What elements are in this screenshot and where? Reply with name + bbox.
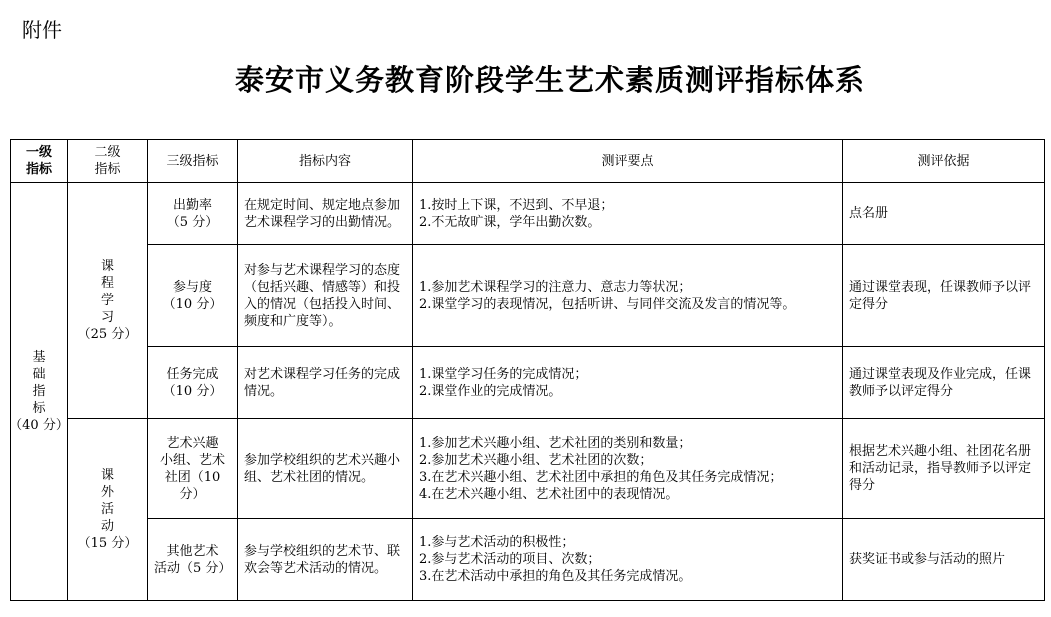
level3-line: （10 分） [162,383,223,399]
level2-char: 活 [100,502,114,517]
level2-char: 课 [100,259,114,274]
header-basis: 测评依据 [843,140,1045,183]
indicator-table [10,139,1045,601]
level3-cell [148,245,238,347]
level2-score: （25 分） [77,327,138,342]
point-item: 1.参加艺术课程学习的注意力、意志力等状况； [419,279,692,295]
level3-line: 出勤率 [172,197,212,213]
basis-cell: 根据艺术兴趣小组、社团花名册和活动记录，指导教师予以评定得分 [843,419,1045,519]
table-row [11,419,1045,519]
header-level2-line1: 二级 [94,145,121,160]
content-cell: 参与学校组织的艺术节、联欢会等艺术活动的情况。 [238,519,413,601]
level2-char: 程 [100,276,114,291]
table-row [11,347,1045,419]
points-cell [413,183,843,245]
point-item: 2.参与艺术活动的项目、次数； [419,552,601,567]
table-row [11,245,1045,347]
table-header-row [11,140,1045,183]
basis-cell: 通过课堂表现，任课教师予以评定得分 [843,245,1045,347]
level3-line: 任务完成 [166,366,219,382]
level3-line: 小组、艺术 [159,452,225,468]
header-level1 [11,140,68,183]
point-item: 1.按时上下课，不迟到、不早退； [419,197,614,213]
basis-cell: 通过课堂表现及作业完成，任课教师予以评定得分 [843,347,1045,419]
points-cell [413,347,843,419]
level1-char: 指 [32,384,46,399]
level2-char: 习 [100,310,114,325]
points-cell [413,419,843,519]
point-item: 3.在艺术活动中承担的角色及其任务完成情况。 [419,569,692,584]
header-level1-line2: 指标 [25,162,52,177]
level3-line: 艺术兴趣 [166,435,219,451]
level3-cell [148,183,238,245]
level2-cell-course [68,183,148,419]
table-row [11,519,1045,601]
point-item: 3.在艺术兴趣小组、艺术社团中承担的角色及其任务完成情况； [419,469,783,485]
point-item: 1.参与艺术活动的积极性； [419,535,575,550]
table-row [11,183,1045,245]
point-item: 2.课堂作业的完成情况。 [419,383,562,399]
basis-cell: 点名册 [843,183,1045,245]
content-cell: 对参与艺术课程学习的态度（包括兴趣、情感等）和投入的情况（包括投入时间、频度和广度等）。 [238,245,413,347]
level2-char: 外 [100,485,114,500]
level3-line: 活动（5 分） [154,560,232,576]
level3-cell [148,347,238,419]
points-cell [413,245,843,347]
header-level2 [68,140,148,183]
level2-char: 学 [100,293,114,308]
point-item: 2.不无故旷课，学年出勤次数。 [419,214,601,230]
level1-cell [11,183,68,601]
level2-char: 课 [100,468,114,483]
points-cell [413,519,843,601]
level1-char: 标 [32,401,46,416]
header-content: 指标内容 [238,140,413,183]
header-points: 测评要点 [413,140,843,183]
level3-line: 参与度 [172,279,212,295]
level3-cell [148,519,238,601]
content-cell: 对艺术课程学习任务的完成情况。 [238,347,413,419]
header-level1-line1: 一级 [25,145,52,160]
level1-char: 础 [32,367,46,382]
content-cell: 参加学校组织的艺术兴趣小组、艺术社团的情况。 [238,419,413,519]
document-title: 泰安市义务教育阶段学生艺术素质测评指标体系 [234,63,865,97]
point-item: 2.课堂学习的表现情况，包括听讲、与同伴交流及发言的情况等。 [419,296,796,312]
level3-line: （10 分） [162,296,223,312]
header-level3: 三级指标 [148,140,238,183]
attachment-label: 附件 [22,18,62,42]
level2-char: 动 [100,519,114,534]
level3-line: 分） [179,486,206,502]
point-item: 4.在艺术兴趣小组、艺术社团中的表现情况。 [419,486,679,502]
level3-line: 社团（10 [164,469,221,485]
level3-cell [148,419,238,519]
level3-line: 其他艺术 [166,543,219,559]
level1-score: （40 分） [9,418,69,433]
level2-score: （15 分） [77,536,138,551]
level1-char: 基 [32,350,46,365]
basis-cell: 获奖证书或参与活动的照片 [843,519,1045,601]
content-cell: 在规定时间、规定地点参加艺术课程学习的出勤情况。 [238,183,413,245]
level3-line: （5 分） [166,214,219,230]
header-level2-line2: 指标 [94,162,121,177]
point-item: 1.课堂学习任务的完成情况； [419,366,588,382]
point-item: 2.参加艺术兴趣小组、艺术社团的次数； [419,452,653,468]
point-item: 1.参加艺术兴趣小组、艺术社团的类别和数量； [419,435,692,451]
level2-cell-extracurricular [68,419,148,601]
